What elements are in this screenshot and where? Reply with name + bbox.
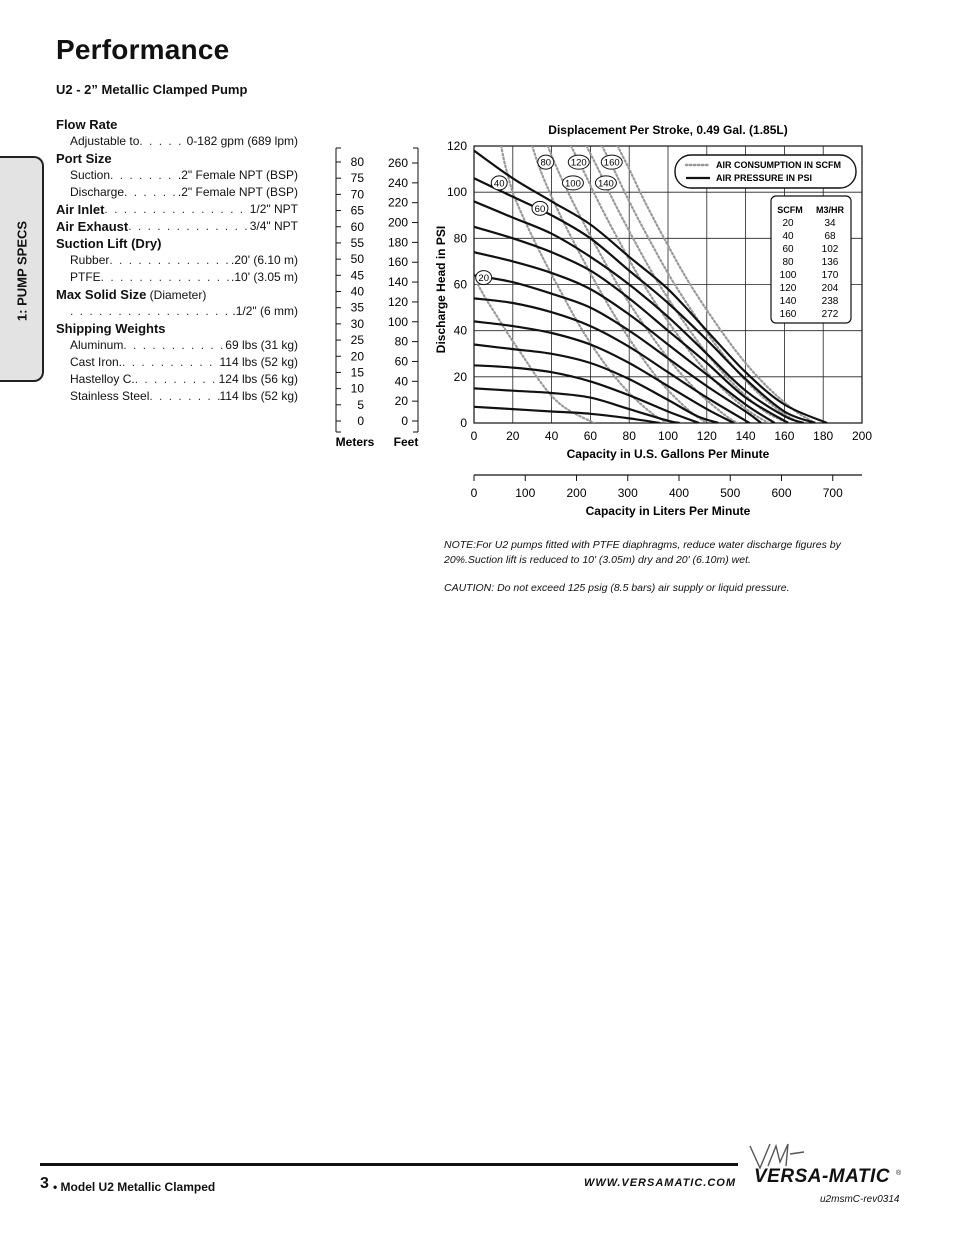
- liters-tick-label: 600: [771, 486, 792, 500]
- conversion-table-scfm-cell: 120: [779, 283, 797, 294]
- feet-scale-label: Feet: [393, 435, 419, 449]
- conversion-table-scfm-cell: 160: [779, 309, 797, 320]
- scfm-curve-label: 100: [565, 178, 581, 190]
- scfm-curve-label: 80: [540, 157, 552, 169]
- meters-tick-label: 20: [350, 349, 364, 364]
- conversion-table-scfm-cell: 140: [779, 296, 797, 307]
- page-title: Performance: [56, 34, 230, 65]
- x-tick-label: 80: [622, 429, 636, 443]
- meters-tick-label: 5: [357, 397, 364, 412]
- liters-tick-label: 200: [566, 486, 587, 500]
- scfm-curve-label: 40: [493, 178, 505, 190]
- flow-rate-label: Adjustable to: [70, 134, 140, 148]
- page-number: 3: [40, 1175, 49, 1192]
- shipping-aluminum-label: Aluminum: [70, 338, 124, 352]
- conversion-table-scfm-cell: 60: [782, 244, 794, 255]
- feet-tick-label: 120: [387, 294, 408, 309]
- conversion-table-m3hr-cell: 272: [821, 309, 839, 320]
- feet-tick-label: 220: [387, 195, 408, 210]
- x-tick-label: 120: [696, 429, 717, 443]
- y-tick-label: 60: [453, 277, 467, 292]
- feet-tick-label: 200: [387, 215, 408, 230]
- conversion-table-scfm-cell: 80: [782, 257, 794, 268]
- meters-tick-label: 40: [350, 284, 364, 299]
- scfm-curve-label: 140: [597, 178, 614, 190]
- x-axis-label: Capacity in U.S. Gallons Per Minute: [566, 447, 770, 461]
- liters-axis-label: Capacity in Liters Per Minute: [585, 504, 751, 518]
- conversion-table-m3hr-cell: 68: [824, 231, 836, 242]
- liters-tick-label: 100: [515, 486, 536, 500]
- brand-registered-mark: ®: [896, 1170, 902, 1177]
- x-tick-label: 20: [506, 429, 520, 443]
- legend-item-air-consumption: AIR CONSUMPTION IN SCFM: [716, 160, 841, 170]
- feet-tick-label: 80: [394, 334, 408, 349]
- feet-tick-label: 60: [394, 354, 408, 369]
- feet-tick-label: 0: [401, 414, 408, 428]
- feet-tick-label: 180: [387, 235, 408, 250]
- suction-value: .2" Female NPT (BSP): [177, 168, 298, 182]
- feet-tick-label: 240: [387, 175, 408, 190]
- meters-tick-label: 75: [350, 171, 364, 186]
- y-tick-label: 20: [453, 369, 467, 384]
- discharge-label: Discharge: [70, 185, 125, 199]
- shipping-stainless-value: 114 lbs (52 kg): [219, 389, 298, 403]
- conversion-table-scfm-cell: 100: [779, 270, 797, 281]
- shipping-hastelloy-value: 124 lbs (56 kg): [218, 372, 298, 386]
- ptfe-note: NOTE:For U2 pumps fitted with PTFE diaphragms, reduce water discharge figures by 20%.Suction lift is reduced to 10' (3.05m) dry and 20' (6.10m) wet.: [444, 539, 841, 566]
- meters-scale-label: Meters: [335, 435, 375, 449]
- feet-tick-label: 100: [387, 314, 408, 329]
- meters-tick-label: 35: [350, 300, 364, 315]
- meters-tick-label: 65: [350, 203, 364, 218]
- conversion-table-header-scfm: SCFM: [777, 205, 803, 215]
- x-tick-label: 60: [583, 429, 598, 443]
- legend-item-air-pressure: AIR PRESSURE IN PSI: [716, 173, 813, 183]
- caution-note: CAUTION: Do not exceed 125 psig (8.5 bars) air supply or liquid pressure.: [444, 582, 790, 594]
- rubber-value: .20' (6.10 m): [231, 253, 298, 267]
- meters-tick-label: 55: [350, 235, 364, 250]
- port-size-heading: Port Size: [56, 151, 112, 166]
- suction-label: Suction: [70, 168, 111, 182]
- y-tick-label: 80: [453, 231, 467, 246]
- feet-tick-label: 160: [387, 255, 408, 270]
- x-tick-label: 180: [813, 429, 834, 443]
- meters-tick-label: 45: [350, 268, 364, 283]
- feet-tick-label: 20: [394, 394, 408, 409]
- flow-rate-heading: Flow Rate: [56, 117, 118, 132]
- feet-tick-label: 260: [387, 156, 408, 170]
- y-tick-label: 40: [453, 323, 467, 338]
- rubber-label: Rubber: [70, 253, 110, 267]
- performance-chart: [0, 0, 954, 540]
- x-tick-label: 200: [851, 429, 873, 443]
- conversion-table-scfm-cell: 40: [782, 231, 794, 242]
- suction-lift-heading: Suction Lift (Dry): [56, 236, 162, 251]
- air-exhaust-value: 3/4" NPT: [249, 219, 298, 233]
- meters-tick-label: 10: [350, 381, 364, 396]
- air-inlet-value: 1/2" NPT: [249, 202, 298, 216]
- scfm-curve-label: 60: [534, 203, 546, 215]
- scfm-curve-label: 160: [603, 157, 620, 169]
- air-pressure-curve-90: [474, 227, 788, 423]
- liters-tick-label: 500: [720, 486, 741, 500]
- conversion-table-scfm-cell: 20: [782, 218, 794, 229]
- shipping-heading: Shipping Weights: [56, 321, 166, 336]
- liters-tick-label: 300: [617, 486, 638, 500]
- meters-tick-label: 25: [350, 333, 364, 348]
- conversion-table-m3hr-cell: 136: [821, 257, 839, 268]
- y-tick-label: 120: [446, 139, 467, 153]
- shipping-cast-iron-value: 114 lbs (52 kg): [219, 355, 298, 369]
- document-code: u2msmC-rev0314: [820, 1194, 900, 1205]
- meters-tick-label: 80: [350, 155, 364, 169]
- scfm-curve-label: 120: [570, 157, 587, 169]
- liters-tick-label: 400: [668, 486, 690, 500]
- meters-tick-label: 60: [350, 219, 364, 234]
- x-tick-label: 100: [657, 429, 679, 443]
- air-pressure-curve-80: [474, 252, 775, 423]
- side-tab-label: 1: PUMP SPECS: [14, 220, 30, 322]
- discharge-value: .2" Female NPT (BSP): [177, 185, 298, 199]
- footer-rule: [40, 1163, 738, 1166]
- air-pressure-curve-20: [474, 388, 680, 423]
- y-tick-label: 0: [460, 416, 467, 430]
- meters-tick-label: 70: [350, 187, 364, 202]
- meters-tick-label: 50: [350, 252, 364, 267]
- air-consumption-curve-20: [478, 285, 594, 424]
- shipping-hastelloy-label: Hastelloy C.: [70, 372, 135, 386]
- x-tick-label: 140: [735, 429, 756, 443]
- conversion-table-header-m3hr: M3/HR: [815, 205, 845, 215]
- conversion-table-m3hr-cell: 102: [821, 244, 839, 255]
- ptfe-label: PTFE: [70, 270, 101, 284]
- meters-tick-label: 15: [350, 365, 364, 380]
- air-inlet-label: Air Inlet: [56, 202, 105, 217]
- conversion-table-m3hr-cell: 204: [821, 283, 839, 294]
- x-tick-label: 40: [544, 429, 559, 443]
- scfm-curve-label: 20: [478, 273, 489, 285]
- flow-rate-value: 0-182 gpm (689 lpm): [186, 134, 298, 148]
- ptfe-value: .10' (3.05 m): [231, 270, 298, 284]
- y-tick-label: 100: [446, 185, 467, 200]
- shipping-cast-iron-label: Cast Iron.: [70, 355, 123, 369]
- feet-tick-label: 40: [394, 374, 408, 389]
- feet-tick-label: 140: [387, 275, 408, 290]
- website-link[interactable]: WWW.VERSAMATIC.COM: [584, 1177, 737, 1189]
- conversion-table-m3hr-cell: 238: [821, 296, 839, 307]
- x-tick-label: 0: [470, 429, 478, 443]
- footer-model-label: • Model U2 Metallic Clamped: [53, 1180, 216, 1194]
- max-solid-label: Max Solid Size: [56, 287, 147, 302]
- conversion-table-m3hr-cell: 34: [824, 218, 836, 229]
- pump-model-subtitle: U2 - 2” Metallic Clamped Pump: [56, 82, 248, 97]
- max-solid-value: .1/2" (6 mm): [232, 304, 298, 318]
- meters-tick-label: 0: [357, 414, 364, 428]
- brand-name: VERSA-MATIC: [754, 1166, 891, 1187]
- chart-title: Displacement Per Stroke, 0.49 Gal. (1.85L): [548, 123, 788, 137]
- liters-tick-label: 0: [470, 486, 478, 500]
- liters-tick-label: 700: [822, 486, 843, 500]
- shipping-aluminum-value: 69 lbs (31 kg): [225, 338, 298, 352]
- air-exhaust-label: Air Exhaust: [56, 219, 129, 234]
- shipping-stainless-label: Stainless Steel: [70, 389, 150, 403]
- x-tick-label: 160: [774, 429, 795, 443]
- conversion-table-m3hr-cell: 170: [821, 270, 839, 281]
- y-axis-label: Discharge Head in PSI: [434, 225, 448, 354]
- meters-tick-label: 30: [350, 316, 364, 331]
- max-solid-qualifier: (Diameter): [149, 288, 207, 302]
- chart-notes: [444, 538, 864, 609]
